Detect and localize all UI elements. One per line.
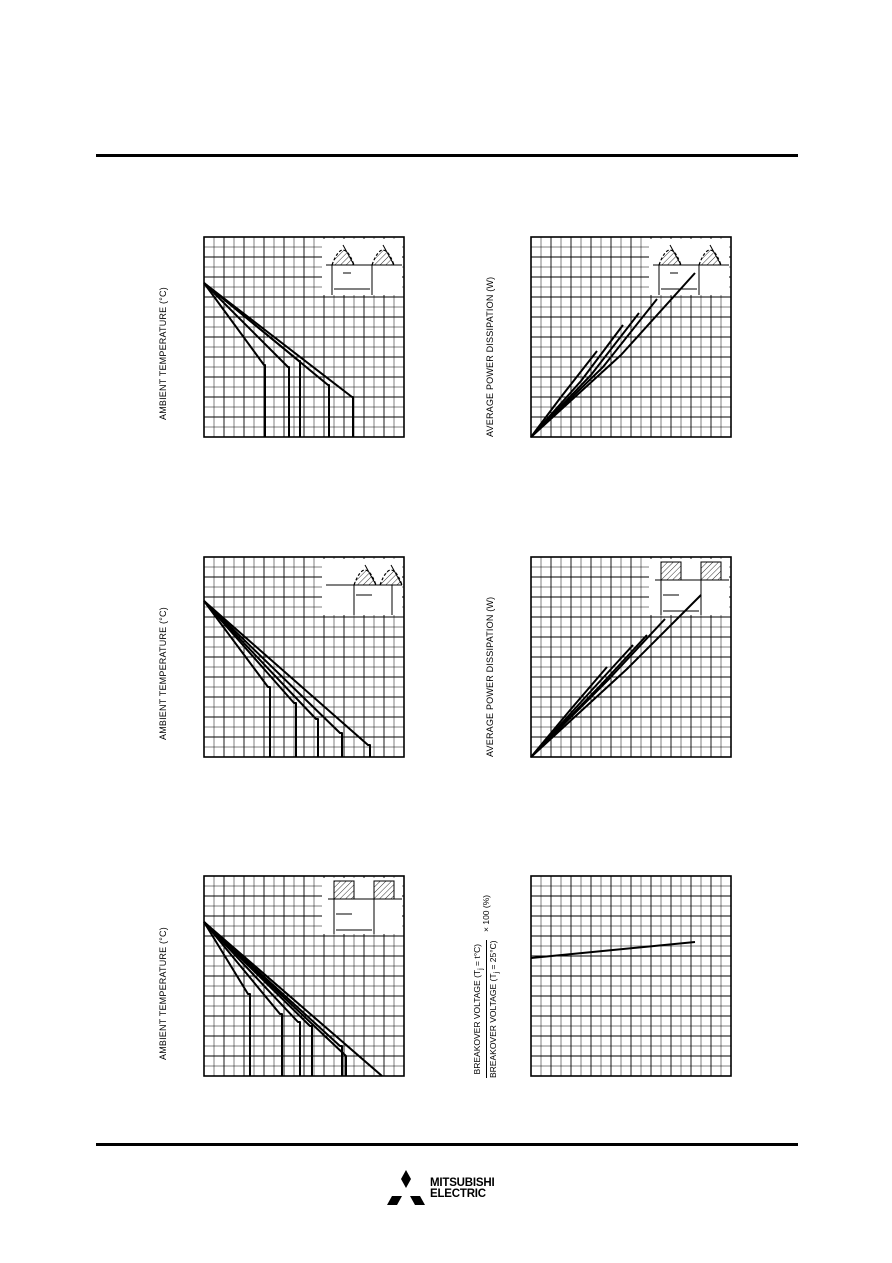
brand-line-2: ELECTRIC (430, 1188, 486, 1200)
chart-svg (204, 876, 404, 1076)
chart-ambient-temp-half-sine (204, 237, 404, 437)
waveform-inset-4 (322, 878, 402, 934)
breakover-numerator-tail: = t°C) (472, 943, 482, 969)
chart-svg (204, 557, 404, 757)
breakover-numerator: BREAKOVER VOLTAGE (T (472, 969, 482, 1075)
brand-line-1: MITSUBISHI (430, 1177, 495, 1189)
series-line-6 (204, 922, 382, 1076)
three-diamonds-icon (386, 1170, 426, 1206)
breakover-denominator-sub: j (492, 971, 501, 974)
series-line-3 (204, 283, 329, 437)
breakover-numerator-sub: j (476, 968, 485, 970)
rect-pulse (334, 881, 354, 899)
chart-2-ylabel: AVERAGE POWER DISSIPATION (W) (485, 276, 495, 437)
chart-power-dissipation-rectangular (531, 557, 731, 757)
chart-svg (204, 237, 404, 437)
bottom-rule (96, 1143, 798, 1146)
chart-5-ylabel: AMBIENT TEMPERATURE (°C) (158, 927, 168, 1060)
chart-grid (531, 876, 731, 1076)
series-line-2 (204, 283, 300, 437)
waveform-inset-2 (322, 559, 402, 615)
chart-ambient-temp-full-sine (204, 557, 404, 757)
breakover-denominator: BREAKOVER VOLTAGE (T (487, 973, 498, 1078)
rect-pulse (701, 562, 721, 580)
series-line-1 (204, 601, 296, 757)
series-line-1 (531, 325, 623, 437)
chart-1-ylabel: AMBIENT TEMPERATURE (°C) (158, 287, 168, 420)
chart-3-ylabel: AMBIENT TEMPERATURE (°C) (158, 607, 168, 740)
series-line-3 (204, 922, 312, 1076)
inset-background (322, 239, 402, 295)
chart-power-dissipation-half-sine (531, 237, 731, 437)
chart-6-ylabel (472, 895, 500, 1078)
rect-pulse (661, 562, 681, 580)
waveform-inset-0 (322, 239, 402, 295)
waveform-inset-1 (649, 239, 729, 295)
series-line-1 (204, 922, 282, 1076)
chart-breakover-voltage (531, 876, 731, 1076)
series-line-1 (204, 283, 289, 437)
mitsubishi-logo (386, 1170, 516, 1210)
chart-4-ylabel: AVERAGE POWER DISSIPATION (W) (485, 596, 495, 757)
top-rule (96, 154, 798, 157)
inset-background (649, 239, 729, 295)
breakover-multiplier: × 100 (%) (481, 894, 492, 932)
inset-background (322, 559, 402, 615)
breakover-denominator-tail: = 25°C) (487, 940, 498, 972)
rect-pulse (374, 881, 394, 899)
chart-svg (531, 237, 731, 437)
chart-ambient-temp-rectangular (204, 876, 404, 1076)
chart-svg (531, 557, 731, 757)
series-line-4 (531, 595, 701, 757)
chart-svg (531, 876, 731, 1076)
